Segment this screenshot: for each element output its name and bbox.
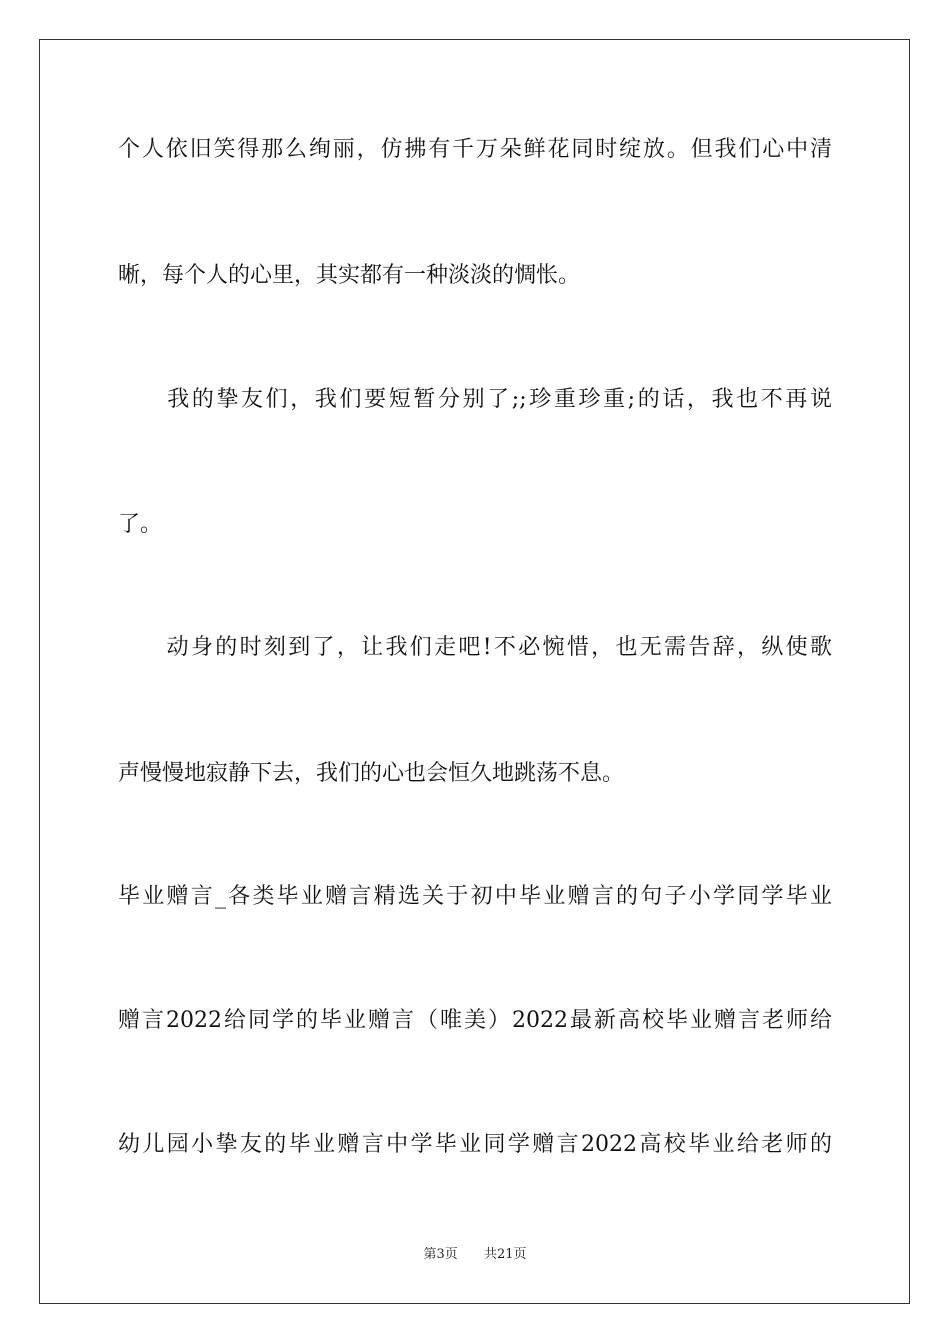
text-line: 毕业赠言_各类毕业赠言精选关于初中毕业赠言的句子小学同学毕业 — [118, 884, 832, 909]
text-line: 幼儿园小挚友的毕业赠言中学毕业同学赠言2022高校毕业给老师的 — [118, 1132, 832, 1157]
text-line: 我的挚友们，我们要短暂分别了;;珍重珍重;的话，我也不再说 — [118, 387, 832, 412]
text-line: 个人依旧笑得那么绚丽，仿拂有千万朵鲜花同时绽放。但我们心中清 — [118, 137, 832, 162]
text-line: 晰，每个人的心里，其实都有一种淡淡的惆怅。 — [118, 263, 581, 288]
page-total: 共21页 — [484, 1247, 527, 1262]
text-line: 赠言2022给同学的毕业赠言（唯美）2022最新高校毕业赠言老师给 — [118, 1008, 832, 1033]
page-number: 第3页 — [423, 1247, 458, 1262]
text-line: 动身的时刻到了，让我们走吧!不必惋惜，也无需告辞，纵使歌 — [118, 635, 832, 660]
page-footer — [0, 1247, 950, 1263]
text-line: 声慢慢地寂静下去，我们的心也会恒久地跳荡不息。 — [118, 761, 625, 786]
text-line: 了。 — [118, 512, 163, 537]
page-border — [39, 39, 910, 1304]
